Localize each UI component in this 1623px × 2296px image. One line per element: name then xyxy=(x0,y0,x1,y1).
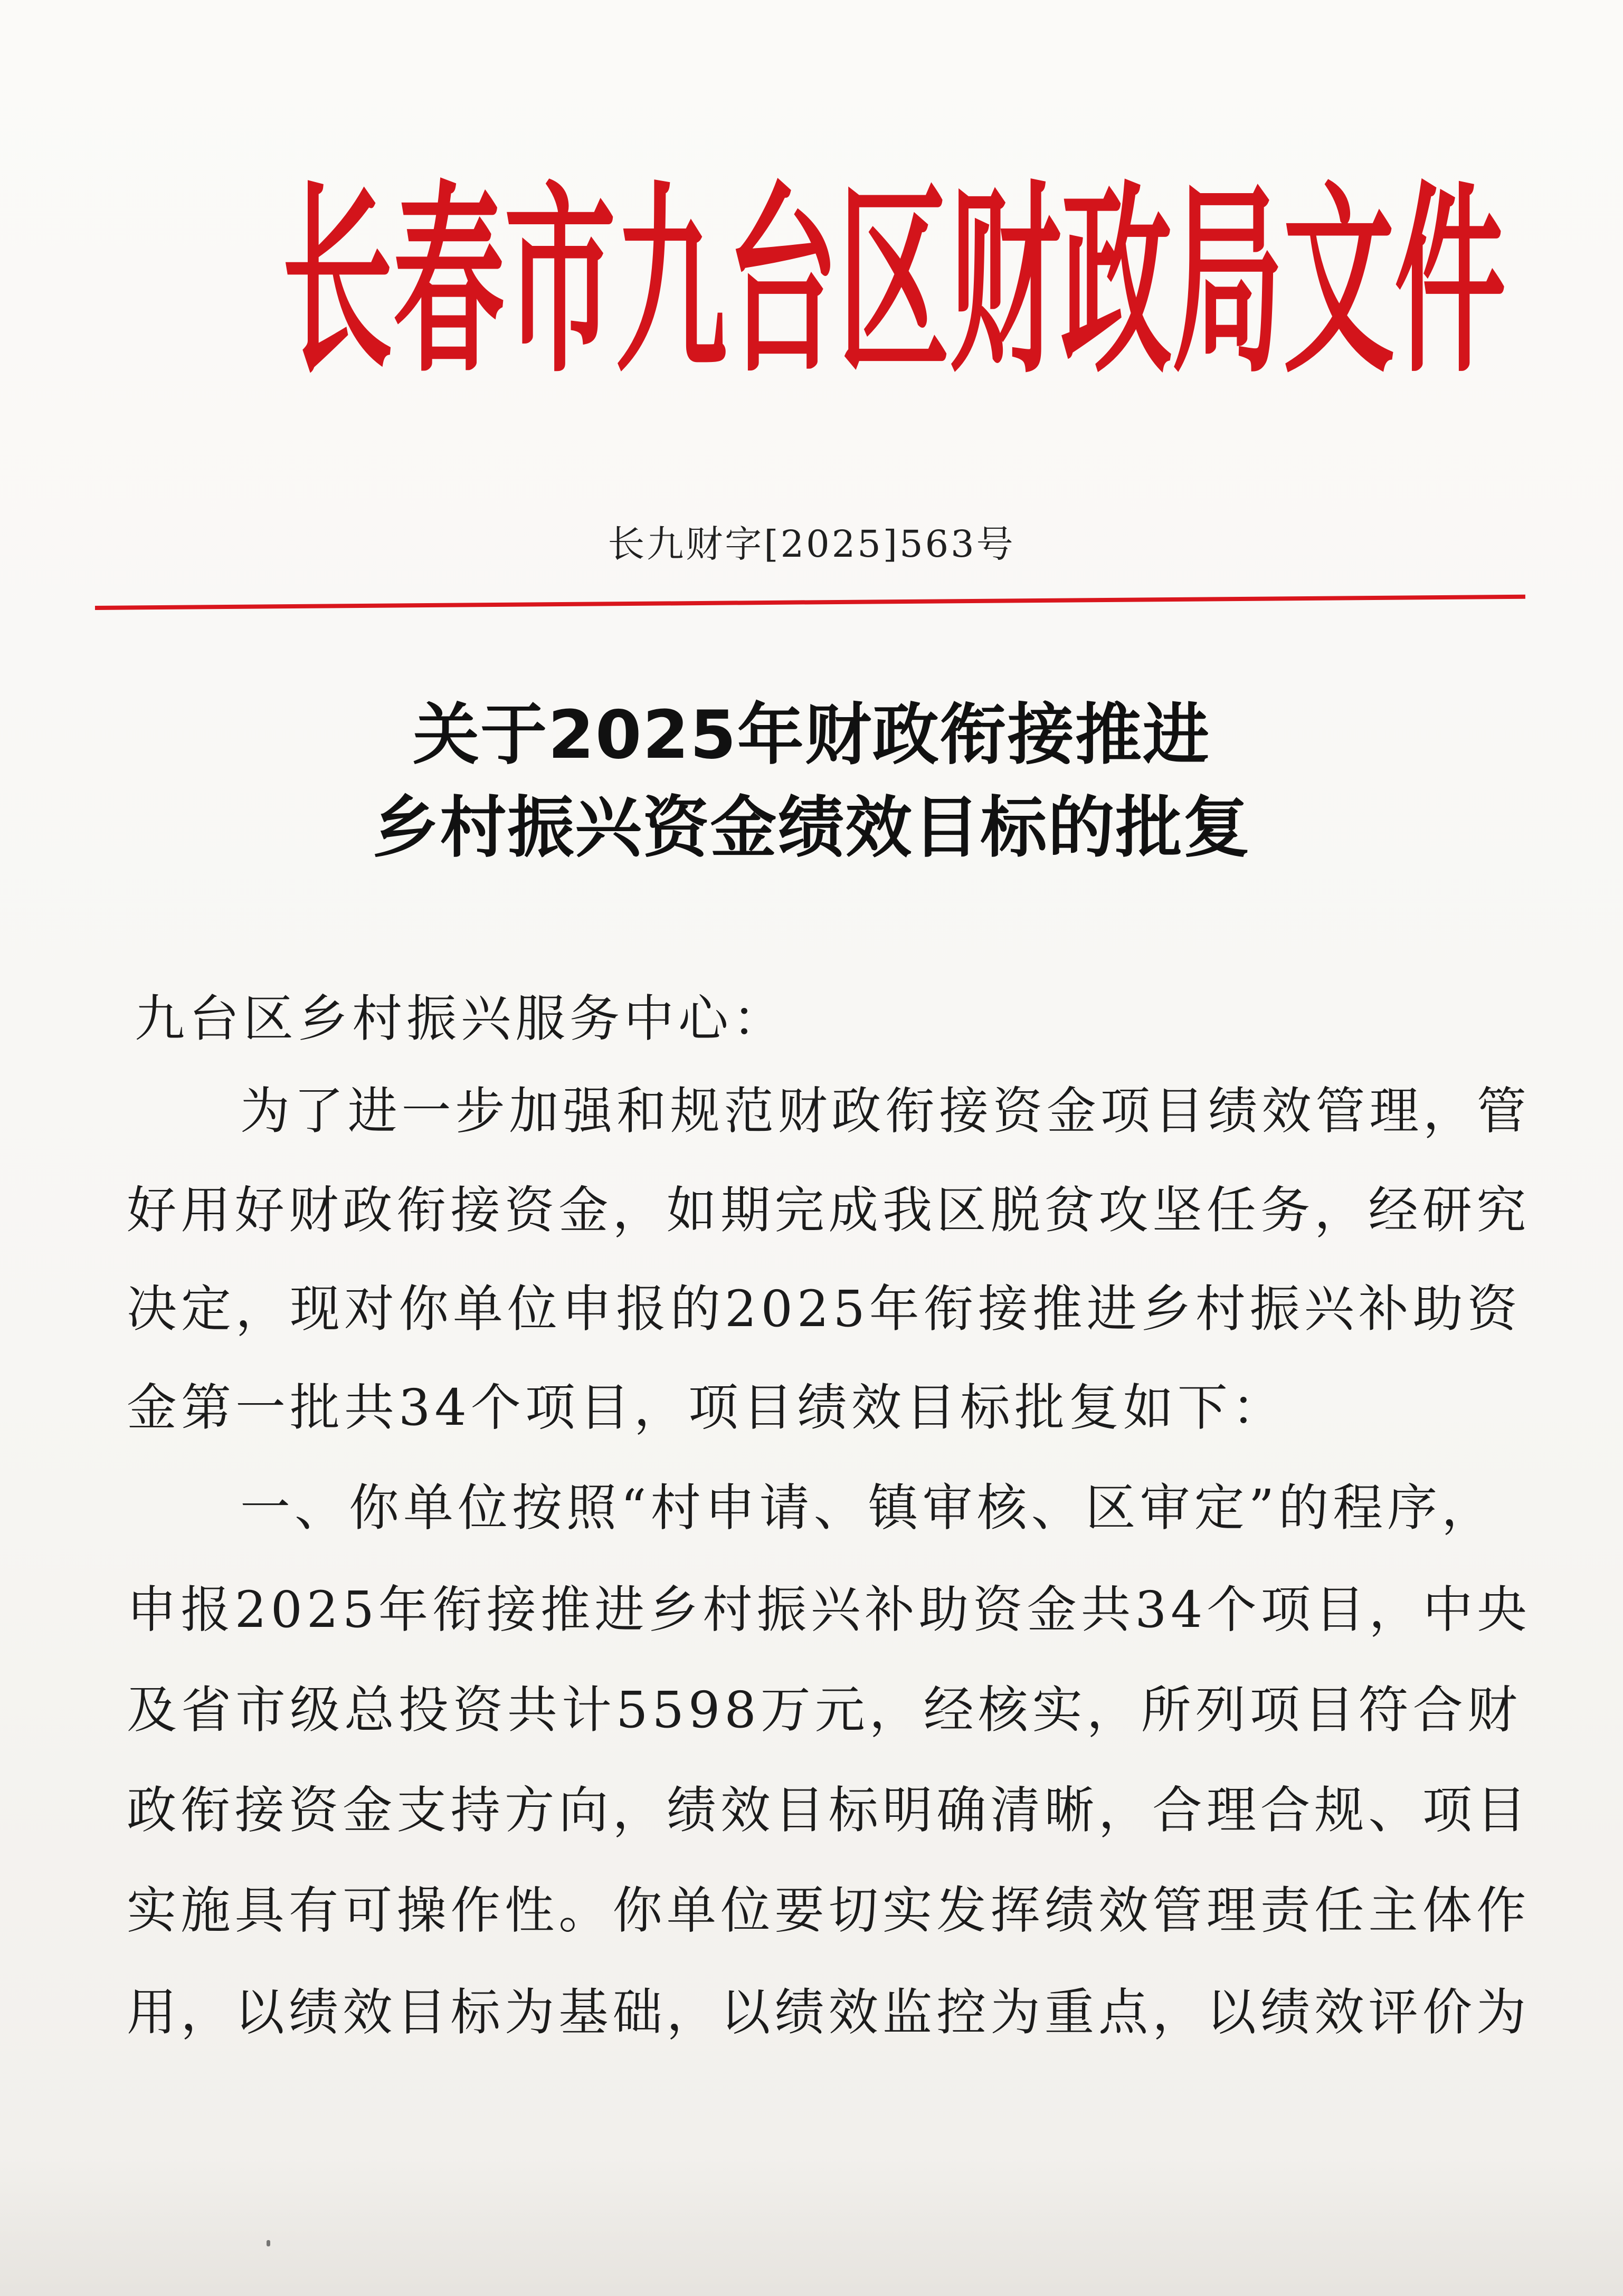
document-title-line-1: 关于2025年财政衔接推进 xyxy=(413,696,1210,774)
addressee: 九台区乡村振兴服务中心： xyxy=(135,990,787,1048)
header-divider xyxy=(95,595,1525,610)
paragraph-2-line-5: 实施具有可操作性。你单位要切实发挥绩效管理责任主体作 xyxy=(127,1882,1531,1940)
paragraph-1-line-4: 金第一批共34个项目，项目绩效目标批复如下： xyxy=(127,1379,1286,1437)
paragraph-2-line-4: 政衔接资金支持方向，绩效目标明确清晰，合理合规、项目 xyxy=(127,1781,1531,1840)
ink-speck xyxy=(267,2240,270,2246)
paragraph-2-line-3: 及省市级总投资共计5598万元，经核实，所列项目符合财 xyxy=(127,1681,1522,1739)
paragraph-2-line-2: 申报2025年衔接推进乡村振兴补助资金共34个项目，中央 xyxy=(127,1581,1531,1639)
scan-shadow xyxy=(0,2153,1623,2296)
paragraph-2-line-6: 用，以绩效目标为基础，以绩效监控为重点，以绩效评价为 xyxy=(127,1984,1531,2042)
paragraph-1-line-2: 好用好财政衔接资金，如期完成我区脱贫攻坚任务，经研究 xyxy=(127,1182,1531,1240)
paragraph-1-line-3: 决定，现对你单位申报的2025年衔接推进乡村振兴补助资 xyxy=(127,1280,1522,1338)
masthead-title: 长春市九台区财政局文件 xyxy=(282,162,1506,401)
document-title-line-2: 乡村振兴资金绩效目标的批复 xyxy=(372,789,1251,866)
paragraph-1-line-1: 为了进一步加强和规范财政衔接资金项目绩效管理，管 xyxy=(240,1082,1531,1140)
document-number: 长九财字[2025]563号 xyxy=(608,522,1015,566)
paragraph-2-line-1: 一、你单位按照“村申请、镇审核、区审定”的程序， xyxy=(240,1479,1496,1537)
